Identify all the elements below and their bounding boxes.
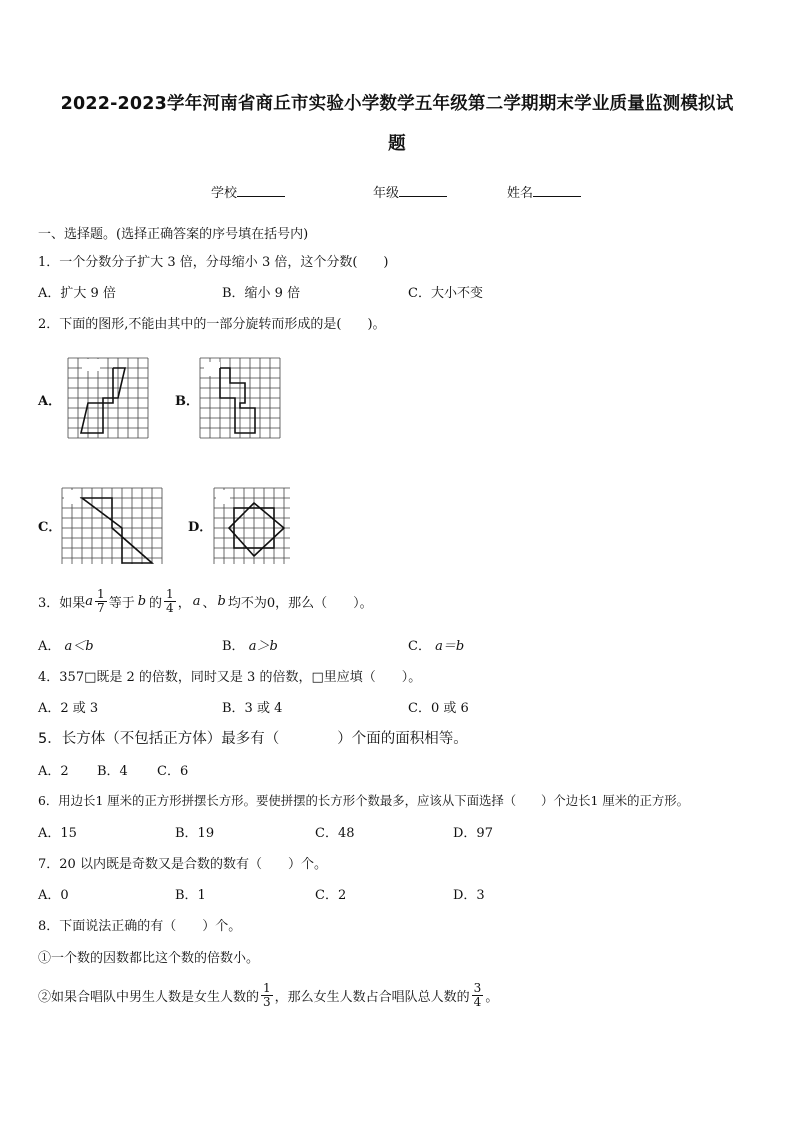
q2-figure-c (61, 487, 163, 565)
q1-option-b: B．缩小 9 倍 (222, 286, 301, 301)
grade-label: 年级 (373, 186, 400, 201)
school-field (211, 182, 285, 201)
q8-item2 (38, 982, 498, 1009)
q3-mid2: 的 (149, 596, 163, 611)
q3-option-a-label: A． (38, 639, 61, 654)
q8-f2-num: 3 (473, 981, 482, 995)
q6-option-a: A．15 (38, 826, 77, 841)
q7-option-a: A．0 (38, 888, 69, 903)
q8-item2-suffix: 。 (485, 990, 499, 1005)
q8-item2-fraction-1 (261, 982, 273, 1009)
q3-frac1-num: 1 (97, 587, 105, 601)
q3-var-b: b (137, 594, 147, 609)
q2-figure-a (67, 357, 149, 439)
q8-item2-fraction-2 (472, 982, 484, 1009)
q3-option-a-math: a＜b (64, 639, 94, 654)
q3-stem (38, 588, 373, 615)
q3-option-b-math: a＞b (248, 639, 278, 654)
school-label: 学校 (211, 186, 238, 201)
q4-option-b: B．3 或 4 (222, 701, 283, 716)
q3-frac2-num: 1 (166, 587, 174, 601)
q3-mid1: 等于 (108, 596, 135, 611)
q2-figure-d (213, 487, 291, 565)
q3-var-b2: b (217, 594, 226, 609)
q3-fraction-1 (95, 588, 107, 615)
q2-stem: 2．下面的图形,不能由其中的一部分旋转而形成的是( )。 (38, 317, 386, 332)
q8-item1: ①一个数的因数都比这个数的倍数小。 (38, 951, 260, 966)
q6-option-c: C．48 (315, 826, 355, 841)
q7-option-b: B．1 (175, 888, 206, 903)
q6-stem: 6．用边长1 厘米的正方形拼摆长方形。要使拼摆的长方形个数最多，应该从下面选择（ ）个边长1 厘米的正方形。 (38, 793, 690, 808)
q3-option-c (408, 635, 464, 654)
q5-stem: 5．长方体（不包括正方体）最多有（ ）个面的面积相等。 (38, 731, 468, 747)
q4-option-a: A．2 或 3 (38, 701, 99, 716)
q8-item2-prefix: ②如果合唱队中男生人数是女生人数的 (38, 990, 260, 1005)
q8-item2-mid: ，那么女生人数占合唱队总人数的 (274, 990, 470, 1005)
q3-frac1-den: 7 (97, 601, 105, 615)
q2-label-c: C． (38, 520, 62, 535)
name-label: 姓名 (507, 186, 534, 201)
q7-option-d: D．3 (453, 888, 485, 903)
q8-f1-num: 1 (263, 981, 271, 995)
q3-option-c-label: C． (408, 639, 431, 654)
q8-stem: 8．下面说法正确的有（ ）个。 (38, 919, 242, 934)
grade-blank (399, 185, 447, 197)
name-blank (533, 185, 581, 197)
section-heading: 一、选择题。(选择正确答案的序号填在括号内) (38, 227, 309, 242)
q3-fraction-2 (164, 588, 176, 615)
q3-option-a (38, 635, 94, 654)
q2-label-a: A． (38, 394, 62, 409)
q3-option-c-math: a＝b (435, 639, 465, 654)
q7-option-c: C．2 (315, 888, 347, 903)
q6-option-d: D．97 (453, 826, 493, 841)
q5-option-c: C．6 (157, 764, 189, 779)
q2-label-b: B． (175, 394, 199, 409)
school-blank (237, 185, 285, 197)
q3-option-b (222, 635, 278, 654)
q1-stem: 1．一个分数分子扩大 3 倍，分母缩小 3 倍，这个分数( ) (38, 255, 389, 270)
q1-option-a: A．扩大 9 倍 (38, 286, 116, 301)
page-title-line2: 题 (388, 134, 406, 154)
q3-suffix-a: ， (177, 596, 191, 611)
q2-label-d: D． (188, 520, 213, 535)
q3-option-b-label: B． (222, 639, 245, 654)
q3-var-a2: a (192, 594, 201, 609)
page-title-line1: 2022-2023学年河南省商丘市实验小学数学五年级第二学期期末学业质量监测模拟试 (60, 94, 734, 114)
q1-option-c: C．大小不变 (408, 286, 483, 301)
q7-stem: 7．20 以内既是奇数又是合数的数有（ ）个。 (38, 857, 327, 872)
name-field (507, 182, 581, 201)
q8-f1-den: 3 (263, 995, 271, 1009)
q8-f2-den: 4 (473, 995, 482, 1009)
q5-option-a: A．2 (38, 764, 69, 779)
q5-option-b: B．4 (97, 764, 128, 779)
q4-option-c: C．0 或 6 (408, 701, 469, 716)
q3-prefix: 3．如果 (38, 596, 86, 611)
q3-var-a: a (85, 594, 94, 609)
q3-suffix-c: 均不为0，那么（ ）。 (227, 596, 373, 611)
q4-stem: 4．357□既是 2 的倍数，同时又是 3 的倍数，□里应填（ ）。 (38, 670, 422, 685)
q3-suffix-b: 、 (202, 596, 216, 611)
grade-field (373, 182, 447, 201)
q6-option-b: B．19 (175, 826, 215, 841)
q3-frac2-den: 4 (166, 601, 174, 615)
q2-figure-b (199, 357, 281, 439)
